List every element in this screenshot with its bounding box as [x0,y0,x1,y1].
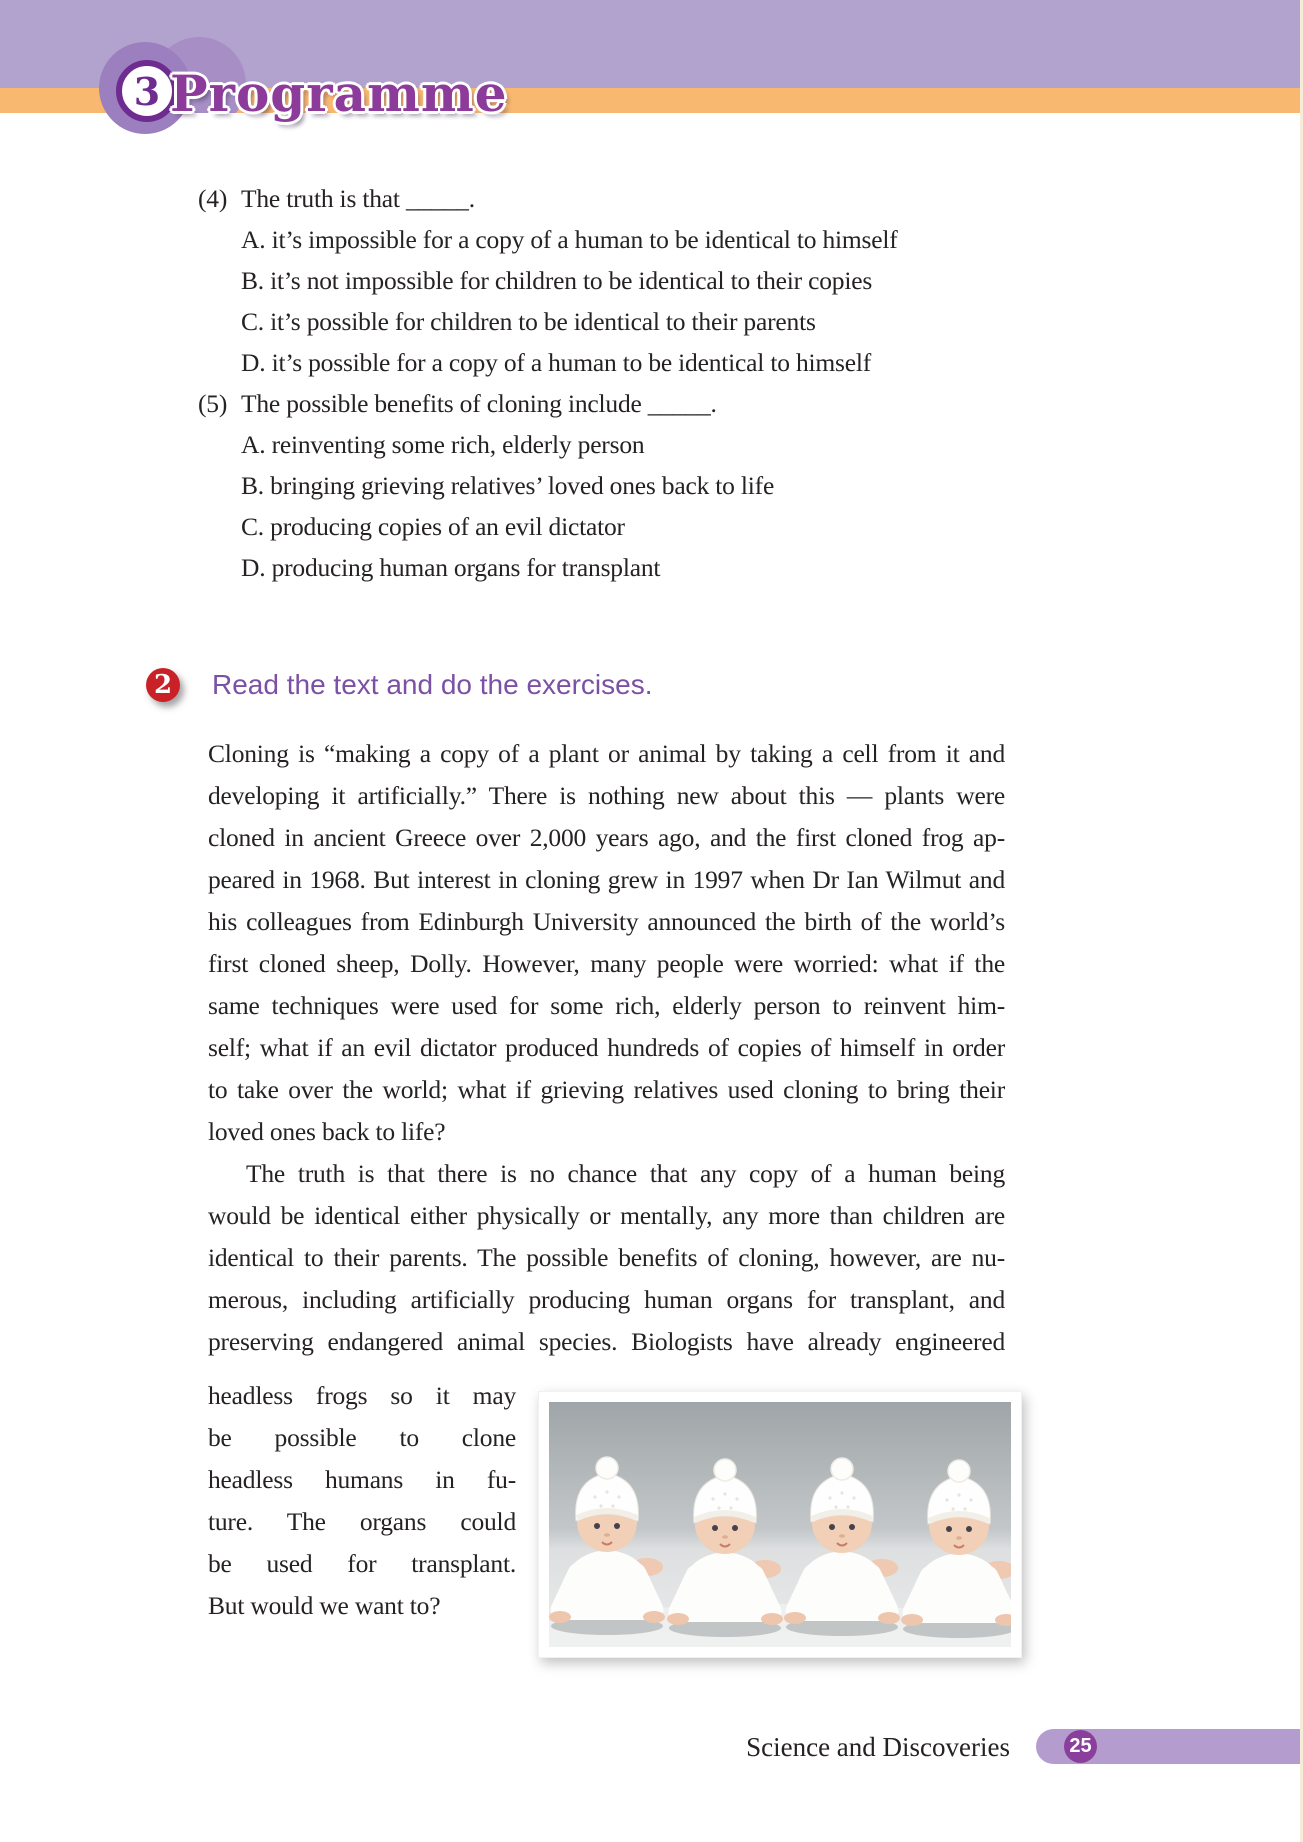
passage-line: be possible to clone [208,1423,516,1452]
question-4-option-c: C. it’s possible for children to be identical to their parents [241,307,816,336]
passage-line: Cloning is “making a copy of a plant or animal by taking a cell from it and [208,739,1005,768]
question-5-option-c: C. producing copies of an evil dictator [241,512,625,541]
exercise-instruction: Read the text and do the exercises. [212,669,653,700]
passage-line: cloned in ancient Greece over 2,000 years ago, and the first cloned frog ap- [208,823,1005,852]
question-4-number: (4) [198,184,228,213]
footer-section-title: Science and Discoveries [746,1732,1010,1762]
page-title: Programme [170,64,508,123]
passage-line: preserving endangered animal species. Biologists have already engineered [208,1327,1005,1356]
unit-number-badge [116,60,178,122]
question-5-option-d: D. producing human organs for transplant [241,553,661,582]
passage-line: self; what if an evil dictator produced hundreds of copies of himself in order [208,1033,1005,1062]
passage-line: would be identical either physically or mentally, any more than children are [208,1201,1005,1230]
multiple-choice-questions [198,178,1078,588]
unit-number: 3 [133,68,161,114]
cloned-babies-illustration [549,1402,1011,1647]
question-5-option-a: A. reinventing some rich, elderly person [241,430,645,459]
question-4-option-a: A. it’s impossible for a copy of a human to be identical to himself [241,225,898,254]
passage-line: his colleagues from Edinburgh University announced the birth of the world’s [208,907,1005,936]
question-4-option-d: D. it’s possible for a copy of a human to be identical to himself [241,348,872,377]
passage-line: identical to their parents. The possible benefits of cloning, however, are nu- [208,1243,1005,1272]
question-5 [198,383,1078,424]
question-5-text: The possible benefits of cloning include _____. [241,389,717,418]
passage-line: same techniques were used for some rich, elderly person to reinvent him- [208,991,1005,1020]
question-4-text: The truth is that _____. [241,184,475,213]
passage-line: The truth is that there is no chance that any copy of a human being [246,1159,1005,1188]
cloned-babies-photo [538,1391,1022,1658]
question-4-option-b: B. it’s not impossible for children to be identical to their copies [241,266,873,295]
passage-text-wrap-column [208,1375,516,1627]
passage-line: first cloned sheep, Dolly. However, many people were worried: what if the [208,949,1005,978]
question-4 [198,178,1078,219]
question-5-number: (5) [198,389,228,418]
question-5-option-b: B. bringing grieving relatives’ loved ones back to life [241,471,775,500]
passage-line: merous, including artificially producing human organs for transplant, and [208,1285,1005,1314]
page-number-badge: 25 [1064,1730,1097,1763]
passage-line: headless frogs so it may [208,1381,516,1410]
exercise-number-badge: 2 [146,668,180,702]
passage-line: ture. The organs could [208,1507,516,1536]
passage-line: headless humans in fu- [208,1465,516,1494]
passage-line: But would we want to? [208,1591,441,1620]
passage-line: be used for transplant. [208,1549,516,1578]
passage-line: loved ones back to life? [208,1117,446,1146]
passage-line: developing it artificially.” There is nothing new about this — plants were [208,781,1005,810]
exercise-2-header [146,666,653,704]
passage-line: peared in 1968. But interest in cloning grew in 1997 when Dr Ian Wilmut and [208,865,1005,894]
passage-line: to take over the world; what if grieving relatives used cloning to bring their [208,1075,1005,1104]
